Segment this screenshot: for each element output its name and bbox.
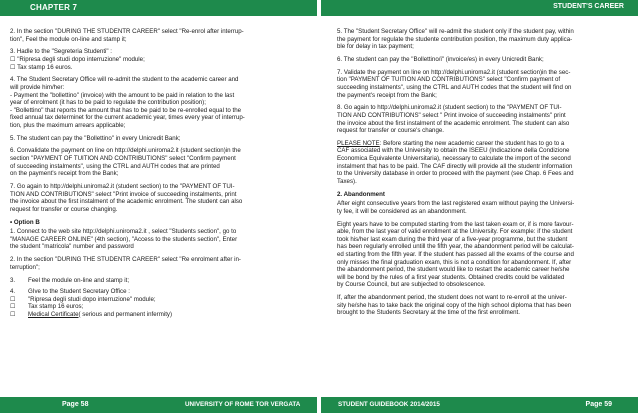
text-line: on the payment's receipt from the Bank;: [10, 170, 119, 178]
text-line: 7. Validate the payment on line on http://delphi.uniroma2.it (student section)in the sec-: [337, 68, 571, 76]
checklist-text: Tax stamp 16 euros;: [28, 303, 84, 311]
abandonment-heading: 2. Abandonment: [337, 190, 385, 198]
text-line: request for transfer or course's change.: [337, 127, 444, 135]
paragraph-step-7: [337, 69, 621, 99]
footer-bar: [0, 397, 638, 413]
paragraph-step-7: [10, 183, 292, 213]
checkbox-icon: ☐: [10, 303, 16, 311]
paragraph-option-b-step-1: [10, 228, 292, 251]
text-line: request for transfer or course changing.: [10, 205, 118, 213]
text-line: 6. Convalidate the payment on line on http://delphi.uniroma2.it (student section)in the: [10, 147, 241, 155]
checklist-item: [10, 311, 292, 319]
text-line: 8. Go again to http://delphi.uniroma2.it (student section) to the "PAYMENT OF TUI-: [337, 104, 562, 112]
guidebook-title: STUDENT GUIDEBOOK 2014/2015: [338, 401, 440, 408]
text-line: 2. In the section "DURING THE STUDENTR CAREER" select "Re enrolment after in-: [10, 256, 241, 264]
abandonment-diploma: [337, 294, 621, 317]
text-line: ble for delay in tax payment;: [337, 43, 414, 51]
text-line: 4. The Student Secretary Office will re-admit the student to the academic career and: [10, 76, 239, 84]
paragraph-step-3: [10, 48, 292, 71]
text-line: the abandonment period, the student would like to restart the academic career he/she: [337, 266, 570, 274]
text-line: the student "matricola" number and password: [10, 243, 134, 251]
text-line: the invoice about the first instalment of the academic enrolment. The student can also: [10, 198, 243, 206]
text-line: Eight years have to be computed starting from the last taken exam or, if is more favour-: [337, 220, 574, 228]
paragraph-step-6: [10, 147, 292, 177]
text-line: year of enrolment (it has to be paid to regulate the contribution position);: [10, 99, 206, 107]
university-name: UNIVERSITY OF ROME TOR VERGATA: [185, 401, 301, 408]
checklist-item: [10, 296, 292, 304]
text-line: - "Bollettino" that reports the amount that has to be paid to be re-enrolled equal to the: [10, 106, 242, 114]
text-line: ed starting from the fifth year. If the student has passed all the exams of the course and: [337, 250, 574, 258]
right-column: [337, 28, 621, 322]
paragraph-step-8: [337, 104, 621, 134]
text-line: 3. Hadle to the "Segreteria Studenti" :: [10, 48, 112, 56]
text-line: terruption";: [10, 263, 40, 271]
text-line: ty fee, it will be considered as an abandonment.: [337, 207, 467, 215]
paragraph-step-5: [10, 135, 292, 143]
checklist-item: [10, 303, 292, 311]
text-line: 2. In the section "DURING THE STUDENTR CAREER" select "Re-enrol after interrup-: [10, 28, 244, 35]
paragraph-step-6: [337, 56, 621, 64]
checkbox-icon: ☐: [10, 310, 16, 318]
text-line: tion, plus the maximum arrears applicable;: [10, 121, 126, 129]
text-line: has been regularly enrolled untill the fifth year, the abandonment period will be calculat-: [337, 243, 574, 251]
text-line: 5. The "Student Secretary Office" will re-admit the student only if the student pay, within: [337, 28, 574, 35]
text-line: If, after the abandonment period, the student does not want to re-enroll at the univer-: [337, 294, 567, 302]
text-line: able, from the last year of valid enrollment at the University. For example: if the student: [337, 228, 573, 236]
option-b-step-3: [10, 277, 292, 285]
text-line: the invoice about the first instalment of the academic enrolment. The student can also: [337, 119, 570, 127]
text-line: TION AND CONTRIBUTIONS" select "Print invoice of succeeding instalments, print: [10, 190, 237, 198]
text-line: will provide him/her:: [10, 83, 65, 91]
text-line: Economica Equivalente Universitaria), necessary to calculate the import of the second: [337, 155, 571, 163]
paragraph-step-2: [10, 28, 292, 43]
checklist-line: ☐ "Ripresa degli studi dopo interruzione" module;: [10, 55, 145, 63]
text-line: took his/her last exam during the third year of a five-year programme, but the student: [337, 235, 568, 243]
paragraph-option-b-step-2: [10, 256, 292, 271]
text-line: the payment for regulate the studente contribution position, the maximum duty applica-: [337, 35, 573, 43]
text-line: by Course Council, but are subjected to obsolescence.: [337, 281, 486, 289]
medical-certificate-text: Medical Certificate: [28, 310, 79, 318]
checklist-line: ☐ Tax stamp 16 euros.: [10, 63, 73, 71]
text-line: the payment's receipt from the Bank;: [337, 91, 437, 99]
abandonment-details: [337, 221, 621, 289]
section-title: STUDENT'S CAREER: [553, 3, 624, 10]
text-line: of succeeding instalments", using the CTRL and AUTH codes that are printed: [10, 162, 220, 170]
text-line: sity he/she has to take back the original copy of the high school diploma that has been: [337, 301, 572, 309]
text-line: [337, 140, 621, 148]
text-line: to the University database in order to proceed with the payment (see Chap. 6 Fees and: [337, 170, 574, 178]
text-line: 5. The student can pay the "Bollettino" in every Unicredit Bank;: [10, 134, 181, 142]
text-line: 1. Connect to the web site http://delphi.uniroma2.it , select "Students section", go to: [10, 228, 237, 236]
paragraph-step-5: [337, 28, 621, 51]
page-number-right: Page 59: [585, 400, 612, 408]
text-line: will be bond by the rules of a first year students. Obtained credits could be validated: [337, 273, 565, 281]
text-line: CAF associated with the University to obtain the ISEEU (Indicazione della Condizione: [337, 147, 570, 155]
chapter-title: CHAPTER 7: [30, 3, 78, 12]
text-line: TION AND CONTRIBUTIONS" select " Print invoice of succeeding instalments" print: [337, 111, 566, 119]
header-bar: [0, 0, 638, 18]
text-line: 6. The student can pay the "Bollettino/i" (invoice/es) in every Unicredit Bank;: [337, 55, 544, 63]
abandonment-intro: [337, 200, 621, 215]
checkbox-icon: ☐: [10, 295, 16, 303]
text-fragment: : Before starting the new academic career the student has to go to a: [379, 139, 565, 147]
checklist-text: "Ripresa degli studi dopo interruzione" module;: [28, 295, 156, 303]
option-b-heading: • Option B: [10, 218, 40, 226]
checklist-text: ( serious and permanent infermity): [78, 310, 173, 318]
text-line: Taxes).: [337, 177, 357, 185]
page-number-left: Page 58: [62, 400, 89, 408]
step-number: 3.: [10, 276, 16, 284]
text-line: succeeding instalments", using the CTRL and AUTH codes that the student will find on: [337, 83, 572, 91]
text-line: tion "PAYMENT OF TUITION AND CONTRIBUTIONS" select "Confirm payment of: [337, 76, 561, 84]
text-line: fixed annual tax determinet for the current academic year, times every year of interrup-: [10, 114, 245, 122]
step-text: GIve to the Student Secretary Office :: [28, 288, 130, 296]
text-line: section "PAYMENT OF TUITION AND CONTRIBUTIONS" select "Confirm payment: [10, 155, 236, 163]
text-line: - Payment the "bollettino" (invoice) with the amount to be paid in relation to the last: [10, 91, 235, 99]
left-column: [10, 28, 292, 319]
please-note-paragraph: [337, 140, 621, 186]
text-line: 7. Go again to http://delphi.uniroma2.it (student section) to the "PAYMENT OF TUI-: [10, 183, 235, 191]
text-line: tion", Feel the module on-line and stamp it;: [10, 35, 127, 43]
text-line: brought to the Students Secretary at the time of the first enrollment.: [337, 309, 520, 317]
text-line: "MANAGE CAREER ONLINE" (4th section), "Access to the students section", Enter: [10, 235, 238, 243]
step-text: Feel the module on-line and stamp it;: [28, 276, 130, 284]
option-b-step-4: [10, 288, 292, 296]
paragraph-step-4: [10, 76, 292, 129]
please-note-label: PLEASE NOTE: [337, 139, 380, 147]
text-line: instalment that has to be paid. The CAF directly will provide all the studentr information: [337, 162, 573, 170]
step-number: 4.: [10, 288, 16, 296]
text-line: After eight consecutive years from the last registered exam without paying the Universi-: [337, 200, 575, 208]
text-line: only misses the final graduation exam, this is not a condition for abandonment. If, after: [337, 258, 572, 266]
